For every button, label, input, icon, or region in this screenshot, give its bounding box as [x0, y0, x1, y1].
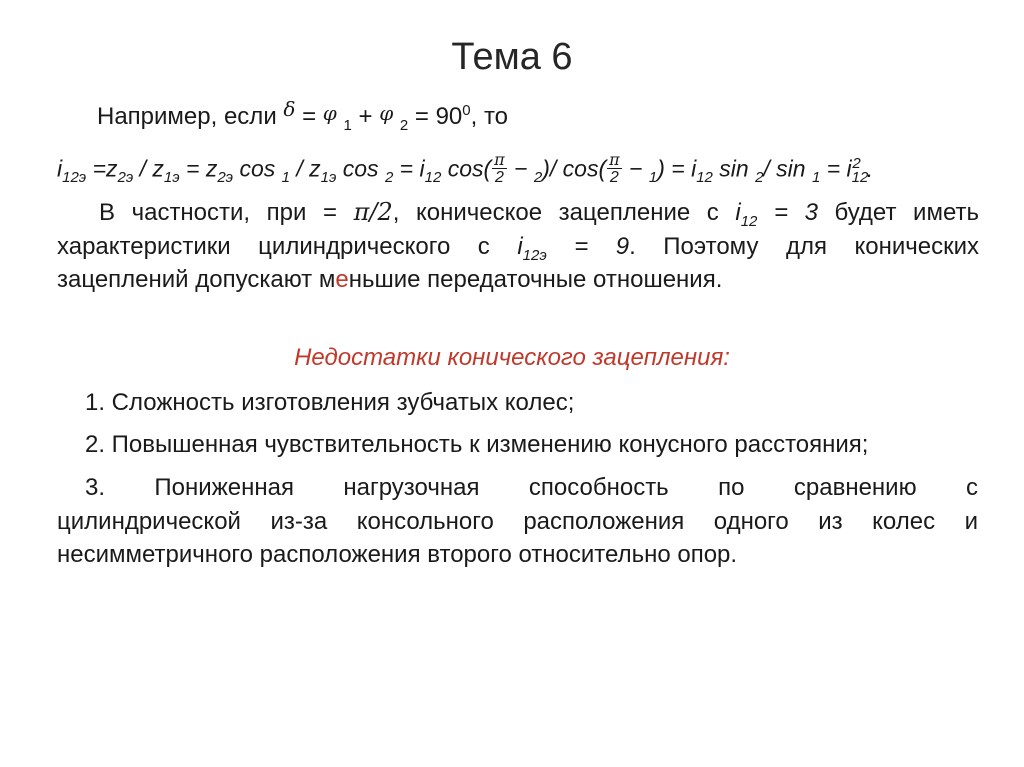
formula-text: =z: [86, 155, 118, 182]
ratio-symbol: i: [517, 233, 523, 260]
formula-sub: 2: [384, 169, 394, 187]
formula-text: = i: [820, 155, 852, 182]
formula-sub: 12э: [62, 169, 87, 187]
list-item-3-line-2: цилиндрической из-за консольного расположения одного из колес и: [57, 508, 978, 535]
paragraph-text: В частности, при =: [99, 199, 354, 226]
phi-symbol-1: φ: [322, 101, 337, 125]
formula-text: cos(: [441, 155, 492, 182]
formula-sub: 1: [281, 169, 290, 187]
list-item-1: 1. Сложность изготовления зубчатых колес;: [85, 389, 575, 416]
paragraph-line-1: [99, 198, 979, 230]
ratio-value: = 9: [546, 233, 630, 260]
formula-sub: 2: [533, 169, 543, 187]
formula-line: [57, 150, 883, 188]
list-item-3-line-3: несимметричного расположения второго относительно опор.: [57, 541, 738, 568]
phi-symbol-2: φ: [379, 101, 394, 125]
formula-text: / z: [289, 155, 321, 182]
paragraph-line-3: [57, 266, 722, 294]
formula-i: i: [57, 155, 63, 182]
disadvantages-heading: Недостатки конического зацепления:: [294, 344, 730, 371]
equals-sign: =: [302, 103, 323, 130]
ratio-sub: 12э: [522, 246, 547, 264]
paragraph-text: характеристики цилиндрического с: [57, 233, 518, 260]
slide-title: Тема 6: [451, 36, 573, 78]
paragraph-text: ньшие передаточные отношения.: [348, 266, 723, 293]
pi-half: π/2: [353, 198, 393, 226]
pi-over-2-fraction: [492, 151, 507, 186]
formula-sub: 12: [424, 169, 442, 187]
formula-sub: 1: [811, 169, 821, 187]
formula-text: / sin: [763, 155, 812, 182]
formula-text: .: [866, 155, 874, 182]
formula-text: cos: [233, 155, 282, 182]
paragraph-text: . Поэтому для конических: [629, 233, 979, 260]
highlighted-letter: е: [335, 266, 349, 293]
formula-sub: 12: [851, 169, 869, 187]
paragraph-line-2: [57, 233, 979, 264]
fraction-denominator: 2: [609, 169, 619, 186]
fraction-numerator: π: [494, 150, 505, 169]
list-item-3-line-1: 3. Пониженная нагрузочная способность по сравнению с: [85, 474, 978, 501]
ratio-value: = 3: [757, 199, 818, 226]
phi-sub-1: 1: [343, 116, 352, 134]
formula-sub: 1э: [320, 169, 337, 187]
formula-text: )/ cos(: [542, 155, 607, 182]
paragraph-text: , коническое зацепление с: [392, 199, 736, 226]
fraction-numerator: π: [609, 150, 620, 169]
formula-text: = z: [179, 155, 218, 182]
formula-text: ) = i: [657, 155, 697, 182]
ratio-symbol: i: [735, 199, 741, 226]
formula-text: sin: [712, 155, 756, 182]
ratio-sub: 12: [740, 212, 758, 230]
formula-text: −: [507, 155, 534, 182]
formula-sub: 2э: [217, 169, 234, 187]
formula-sub: 12: [696, 169, 713, 187]
plus-sign: +: [358, 103, 380, 130]
formula-text: = i: [393, 155, 425, 182]
list-item-2: 2. Повышенная чувствительность к изменению конусного расстояния;: [85, 431, 869, 458]
formula-text: cos: [336, 155, 385, 182]
equals-value: = 90: [414, 103, 463, 130]
formula-sup: 2: [852, 154, 861, 172]
delta-symbol: δ: [283, 97, 296, 121]
formula-sub: 1: [648, 169, 658, 187]
formula-sub: 2э: [117, 169, 134, 187]
formula-text: −: [622, 155, 649, 182]
pi-over-2-fraction: [607, 151, 622, 186]
example-tail: , то: [470, 103, 509, 130]
example-intro: Например, если: [97, 103, 284, 130]
formula-sub: 1э: [163, 169, 180, 187]
phi-sub-2: 2: [399, 116, 409, 134]
paragraph-text: будет иметь: [817, 199, 979, 226]
formula-sub: 2: [755, 169, 764, 187]
paragraph-text: зацеплений допускают м: [57, 266, 336, 293]
degree-sup: 0: [462, 102, 471, 119]
formula-text: / z: [133, 155, 164, 182]
fraction-denominator: 2: [494, 169, 504, 186]
example-line: [97, 97, 509, 134]
